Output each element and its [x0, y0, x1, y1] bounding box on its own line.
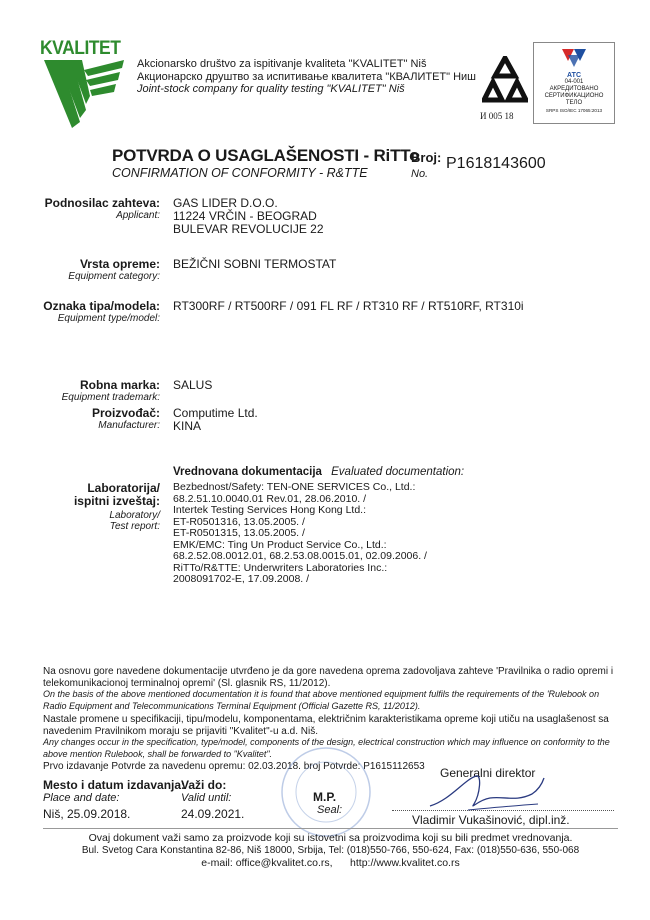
company-name-latin: Akcionarsko društvo za ispitivanje kvaliteta "KVALITET" Niš	[137, 58, 427, 70]
mp-label: M.P.	[313, 790, 337, 804]
manufacturer-label-en: Manufacturer:	[98, 420, 160, 431]
laboratory-label-line1: Laboratorija/	[87, 481, 160, 495]
ats-logo-icon	[559, 47, 589, 69]
footer-validity-note: Ovaj dokument važi samo za proizvode koji su istovetni sa proizvodima koji su bili predmet vrednovanja.	[88, 832, 573, 844]
laboratory-label-en2: Test report:	[109, 521, 160, 532]
applicant-line: GAS LIDER D.O.O.	[173, 196, 278, 210]
footer-address: Bul. Svetog Cara Konstantina 82-86, Niš 18000, Srbija, Tel: (018)550-766, 550-624, Fax: (018)550-636, 550-068	[81, 844, 580, 856]
valid-until-label: Važi do:	[181, 778, 227, 792]
footer-contact: e-mail: office@kvalitet.co.rs, http://www.kvalitet.co.rs	[201, 857, 460, 869]
applicant-label: Podnosilac zahteva:	[44, 196, 160, 210]
valid-until-block	[181, 778, 244, 821]
triangle-mark-icon	[482, 56, 528, 104]
company-name-english: Joint-stock company for quality testing "KVALITET" Niš	[137, 83, 405, 95]
documentation-line: ET-R0501316, 13.05.2005. /	[173, 515, 305, 528]
trademark-value: SALUS	[173, 378, 213, 392]
model-label: Oznaka tipa/modela:	[43, 299, 160, 313]
conformity-statement-sr: Na osnovu gore navedene dokumentacije utvrđeno je da gore navedena oprema zadovoljava zahteve 'Pravilnika o radio opremi i telekomunikacionoj terminalnoj opremi' (Sl. glasnik RS, 11/2012).	[43, 666, 614, 689]
valid-until-label-en: Valid until:	[181, 792, 232, 804]
document-subtitle: CONFIRMATION OF CONFORMITY - R&TTE	[112, 166, 368, 180]
manufacturer-line: Computime Ltd.	[173, 406, 258, 420]
logo-text: KVALITET	[40, 38, 121, 59]
documentation-line: 2008091702-E, 17.09.2008. /	[173, 573, 310, 585]
manufacturer-value	[173, 407, 258, 433]
documentation-line: EMK/EMC: Ting Un Product Service Co., Ltd.:	[173, 538, 387, 551]
ats-label: АТС	[566, 72, 582, 79]
laboratory-label-block	[40, 482, 160, 532]
ats-line1: АКРЕДИТОВАНО	[549, 86, 599, 92]
documentation-heading	[173, 466, 464, 478]
manufacturer-label: Proizvođač:	[91, 406, 160, 420]
category-label-block	[40, 258, 160, 282]
model-label-block	[40, 300, 160, 324]
first-issue-line: Prvo izdavanje Potvrde za navedenu opremu: 02.03.2018. broj Potvrde: P1615112653	[43, 761, 425, 772]
documentation-line: Bezbednost/Safety: TEN-ONE SERVICES Co., Ltd.:	[173, 481, 416, 493]
company-logo	[40, 38, 130, 128]
model-value: RT300RF / RT500RF / 091 FL RF / RT310 RF / RT510RF, RT310i	[173, 299, 524, 313]
laboratory-label-en1: Laboratory/	[109, 510, 160, 521]
certificate-number: P1618143600	[446, 155, 546, 172]
trademark-label-block	[40, 379, 160, 403]
ats-accreditation-badge	[533, 42, 615, 124]
footer-divider	[43, 828, 618, 829]
applicant-label-en: Applicant:	[116, 210, 160, 221]
mark-code: И 005 18	[480, 111, 514, 121]
applicant-label-block	[40, 197, 160, 221]
no-label: No.	[411, 168, 429, 180]
ats-line3: ТЕЛО	[565, 100, 583, 106]
ats-number: 04-001	[564, 79, 584, 85]
trademark-label: Robna marka:	[79, 378, 160, 392]
documentation-list	[173, 482, 427, 586]
changes-statement-sr: Nastale promene u specifikaciji, tipu/modelu, komponentama, električnim karakteristikama opreme koji utiču na usaglašenost sa navedenim Pravilnikom moraju se prijaviti "Kvalitet"-u a.d. Niš.	[43, 714, 609, 737]
manufacturer-label-block	[40, 407, 160, 431]
documentation-line: ET-R0501315, 13.05.2005. /	[173, 527, 305, 539]
documentation-heading-en: Evaluated documentation:	[331, 466, 465, 478]
broj-label: Broj:	[411, 150, 442, 165]
valid-until-value: 24.09.2021.	[181, 807, 245, 821]
company-name-cyrillic: Акционарско друштво за испитивање квалитета "КВАЛИТЕТ" Ниш	[137, 70, 477, 83]
changes-statement-en: Any changes occur in the specification, type/model, components of the design, electrical construction which may influence on conformity to the above mention Rulebook, shall be forwarded to "Kvalitet".	[43, 737, 610, 759]
director-name: Vladimir Vukašinović, dipl.inž.	[412, 813, 570, 827]
documentation-heading-sr: Vrednovana dokumentacija	[173, 466, 322, 478]
place-date-label: Mesto i datum izdavanja:	[43, 778, 186, 792]
applicant-line: 11224 VRČIN - BEOGRAD	[173, 209, 317, 223]
category-label: Vrsta opreme:	[79, 257, 160, 271]
company-names	[137, 58, 476, 96]
ats-standard: SRPS ISO/IEC 17065:2013	[545, 108, 603, 113]
documentation-line: Intertek Testing Services Hong Kong Ltd.:	[173, 504, 366, 516]
place-date-label-en: Place and date:	[43, 792, 120, 804]
category-value: BEŽIČNI SOBNI TERMOSTAT	[173, 257, 337, 271]
place-date-block	[43, 778, 185, 821]
category-label-en: Equipment category:	[68, 271, 160, 282]
conformity-statement-en: On the basis of the above mentioned documentation it is found that above mentioned equipment fulfils the requirements of the 'Rulebook on Radio Equipment and Telecommunications Terminal Equipment (Official Gazette RS, 11/2012).	[43, 689, 600, 711]
seal-label: Seal:	[317, 804, 343, 816]
model-label-en: Equipment type/model:	[57, 313, 160, 324]
ats-line2: СЕРТИФИКАЦИОНО	[544, 93, 604, 99]
documentation-line: 68.2.51.10.0040.01 Rev.01, 28.06.2010. /	[173, 492, 367, 505]
applicant-line: BULEVAR REVOLUCIJE 22	[173, 222, 324, 236]
laboratory-label-line2: ispitni izveštaj:	[73, 494, 160, 508]
manufacturer-line: KINA	[173, 419, 202, 433]
conformity-mark	[482, 56, 528, 122]
page-footer	[43, 832, 618, 870]
seal-label-block	[313, 790, 342, 816]
documentation-line: 68.2.52.08.0012.01, 68.2.53.08.0015.01, 02.09.2006. /	[173, 550, 427, 562]
director-title: Generalni direktor	[440, 766, 536, 780]
documentation-line: RiTTo/R&TTE: Underwriters Laboratories Inc.:	[173, 561, 388, 574]
conformity-statement	[43, 666, 618, 712]
place-date-value: Niš, 25.09.2018.	[43, 807, 131, 821]
trademark-label-en: Equipment trademark:	[61, 392, 160, 403]
signature-dotted-line	[392, 810, 614, 811]
document-title: POTVRDA O USAGLAŠENOSTI - RiTTo	[112, 146, 420, 165]
logo-emblem	[40, 60, 130, 130]
applicant-value	[173, 197, 324, 236]
